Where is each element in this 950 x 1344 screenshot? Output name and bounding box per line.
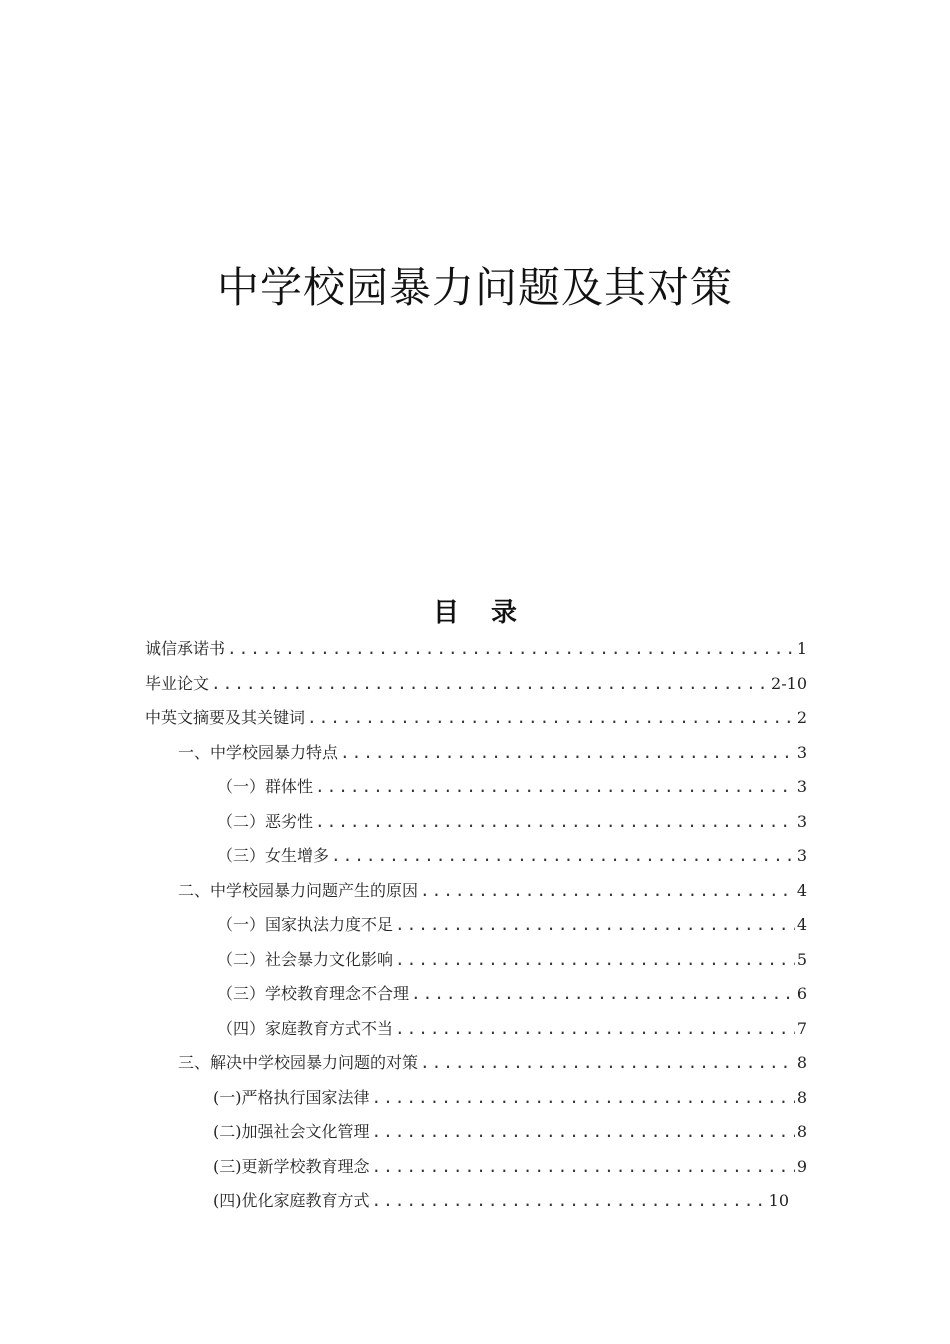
toc-leader-dots <box>307 701 795 736</box>
toc-entry <box>145 667 807 702</box>
toc-entry <box>145 1150 807 1185</box>
toc-heading-char: 目 <box>432 598 459 628</box>
toc-leader-dots <box>372 1150 795 1185</box>
toc-entry-page: 8 <box>796 1122 807 1141</box>
toc-leader-dots <box>395 908 795 943</box>
toc-entry <box>145 1184 807 1219</box>
toc-entry-label: （二）社会暴力文化影响 <box>217 949 394 969</box>
toc-entry-label: （一）国家执法力度不足 <box>217 915 394 934</box>
toc-entry-page: 3 <box>796 777 807 796</box>
toc-entry-page: 5 <box>796 949 807 969</box>
toc-leader-dots <box>315 770 795 805</box>
toc-leader-dots <box>315 805 795 840</box>
toc-leader-dots <box>395 943 795 978</box>
toc-entry-label: 中英文摘要及其关键词 <box>145 708 306 727</box>
toc-leader-dots <box>372 1081 795 1116</box>
document-title: 中学校园暴力问题及其对策 <box>216 263 733 312</box>
toc-entry <box>145 977 807 1012</box>
toc-entry-page: 6 <box>796 984 807 1003</box>
toc-leader-dots <box>211 667 769 702</box>
toc-entry-label: 二、中学校园暴力问题产生的原因 <box>178 880 419 900</box>
toc-entry-page: 7 <box>796 1018 807 1038</box>
toc-entry-label: (三)更新学校教育理念 <box>213 1156 370 1176</box>
toc-entry <box>145 1115 807 1150</box>
toc-leader-dots <box>420 1046 795 1081</box>
toc-entry-label: 诚信承诺书 <box>145 639 226 658</box>
toc-entry-label: (四)优化家庭教育方式 <box>213 1191 370 1210</box>
toc-entry-page: 3 <box>796 742 807 762</box>
toc-entry-label: 三、解决中学校园暴力问题的对策 <box>178 1053 419 1072</box>
toc-entry-label: (二)加强社会文化管理 <box>213 1122 370 1141</box>
toc-entry-page: 4 <box>796 880 807 900</box>
toc-entry <box>145 874 807 909</box>
toc-entry <box>145 770 807 805</box>
toc-leader-dots <box>331 839 795 874</box>
table-of-contents <box>145 632 807 1219</box>
toc-heading <box>0 592 950 629</box>
toc-leader-dots <box>395 1012 795 1047</box>
toc-leader-dots <box>420 874 795 909</box>
toc-entry <box>145 701 807 736</box>
toc-entry-label: （四）家庭教育方式不当 <box>217 1018 394 1038</box>
toc-entry-label: （三）女生增多 <box>217 846 330 865</box>
toc-entry-label: (一)严格执行国家法律 <box>213 1087 370 1107</box>
toc-entry-page: 10 <box>768 1191 789 1210</box>
toc-leader-dots <box>372 1115 795 1150</box>
toc-entry <box>145 736 807 771</box>
toc-entry <box>145 943 807 978</box>
toc-heading-char: 录 <box>491 598 518 628</box>
toc-entry-label: （三）学校教育理念不合理 <box>217 984 410 1003</box>
toc-entry-page: 9 <box>796 1156 807 1176</box>
toc-entry-page: 8 <box>796 1087 807 1107</box>
toc-entry <box>145 839 807 874</box>
toc-leader-dots <box>227 632 795 667</box>
toc-entry <box>145 805 807 840</box>
toc-entry-page: 2 <box>796 708 807 727</box>
toc-entry-page: 1 <box>796 639 807 658</box>
toc-entry <box>145 1046 807 1081</box>
toc-entry-label: （二）恶劣性 <box>217 811 314 831</box>
toc-leader-dots <box>411 977 795 1012</box>
toc-entry <box>145 1081 807 1116</box>
toc-entry-page: 3 <box>796 811 807 831</box>
toc-entry-page: 2-10 <box>771 673 807 693</box>
toc-entry-label: 一、中学校园暴力特点 <box>178 742 339 762</box>
toc-entry <box>145 1012 807 1047</box>
toc-entry-label: 毕业论文 <box>145 673 210 693</box>
toc-entry <box>145 632 807 667</box>
toc-entry-page: 3 <box>796 846 807 865</box>
toc-leader-dots <box>340 736 795 771</box>
toc-entry <box>145 908 807 943</box>
toc-entry-page: 8 <box>796 1053 807 1072</box>
toc-entry-page: 4 <box>796 915 807 934</box>
toc-entry-label: （一）群体性 <box>217 777 314 796</box>
toc-leader-dots <box>372 1184 767 1219</box>
